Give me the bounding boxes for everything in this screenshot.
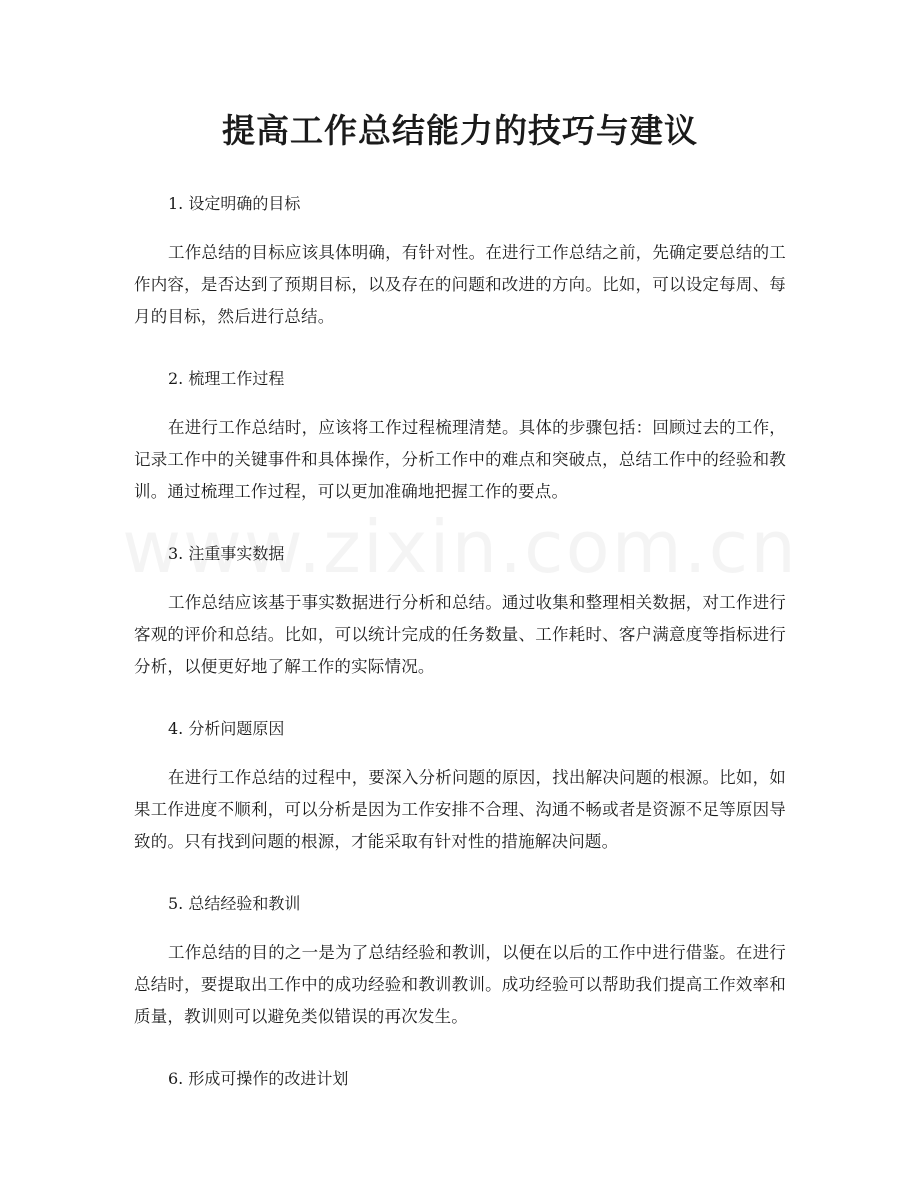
section-heading: 3. 注重事实数据	[168, 544, 285, 563]
section-paragraph: 在进行工作总结时，应该将工作过程梳理清楚。具体的步骤包括：回顾过去的工作，记录工作中的关键事件和具体操作，分析工作中的难点和突破点，总结工作中的经验和教训。通过梳理工作过程，可以更加准确地把握工作的要点。	[134, 418, 786, 501]
section-paragraph: 工作总结应该基于事实数据进行分析和总结。通过收集和整理相关数据，对工作进行客观的评价和总结。比如，可以统计完成的任务数量、工作耗时、客户满意度等指标进行分析，以便更好地了解工作的实际情况。	[134, 593, 786, 676]
section-heading: 4. 分析问题原因	[168, 719, 285, 738]
section-paragraph: 工作总结的目的之一是为了总结经验和教训，以便在以后的工作中进行借鉴。在进行总结时，要提取出工作中的成功经验和教训教训。成功经验可以帮助我们提高工作效率和质量，教训则可以避免类似错误的再次发生。	[134, 943, 786, 1026]
section-1	[134, 192, 786, 333]
section-heading: 5. 总结经验和教训	[168, 894, 301, 913]
section-heading: 6. 形成可操作的改进计划	[168, 1069, 349, 1088]
section-5	[134, 892, 786, 1033]
section-2	[134, 367, 786, 508]
page-title: 提高工作总结能力的技巧与建议	[222, 111, 698, 150]
section-paragraph: 在进行工作总结的过程中，要深入分析问题的原因，找出解决问题的根源。比如，如果工作进度不顺利，可以分析是因为工作安排不合理、沟通不畅或者是资源不足等原因导致的。只有找到问题的根源，才能采取有针对性的措施解决问题。	[134, 768, 786, 851]
section-heading: 2. 梳理工作过程	[168, 369, 285, 388]
section-paragraph: 工作总结的目标应该具体明确，有针对性。在进行工作总结之前，先确定要总结的工作内容，是否达到了预期目标，以及存在的问题和改进的方向。比如，可以设定每周、每月的目标，然后进行总结。	[134, 243, 786, 326]
section-3	[134, 542, 786, 683]
section-6	[134, 1067, 786, 1091]
section-heading: 1. 设定明确的目标	[168, 194, 301, 213]
section-4	[134, 717, 786, 858]
